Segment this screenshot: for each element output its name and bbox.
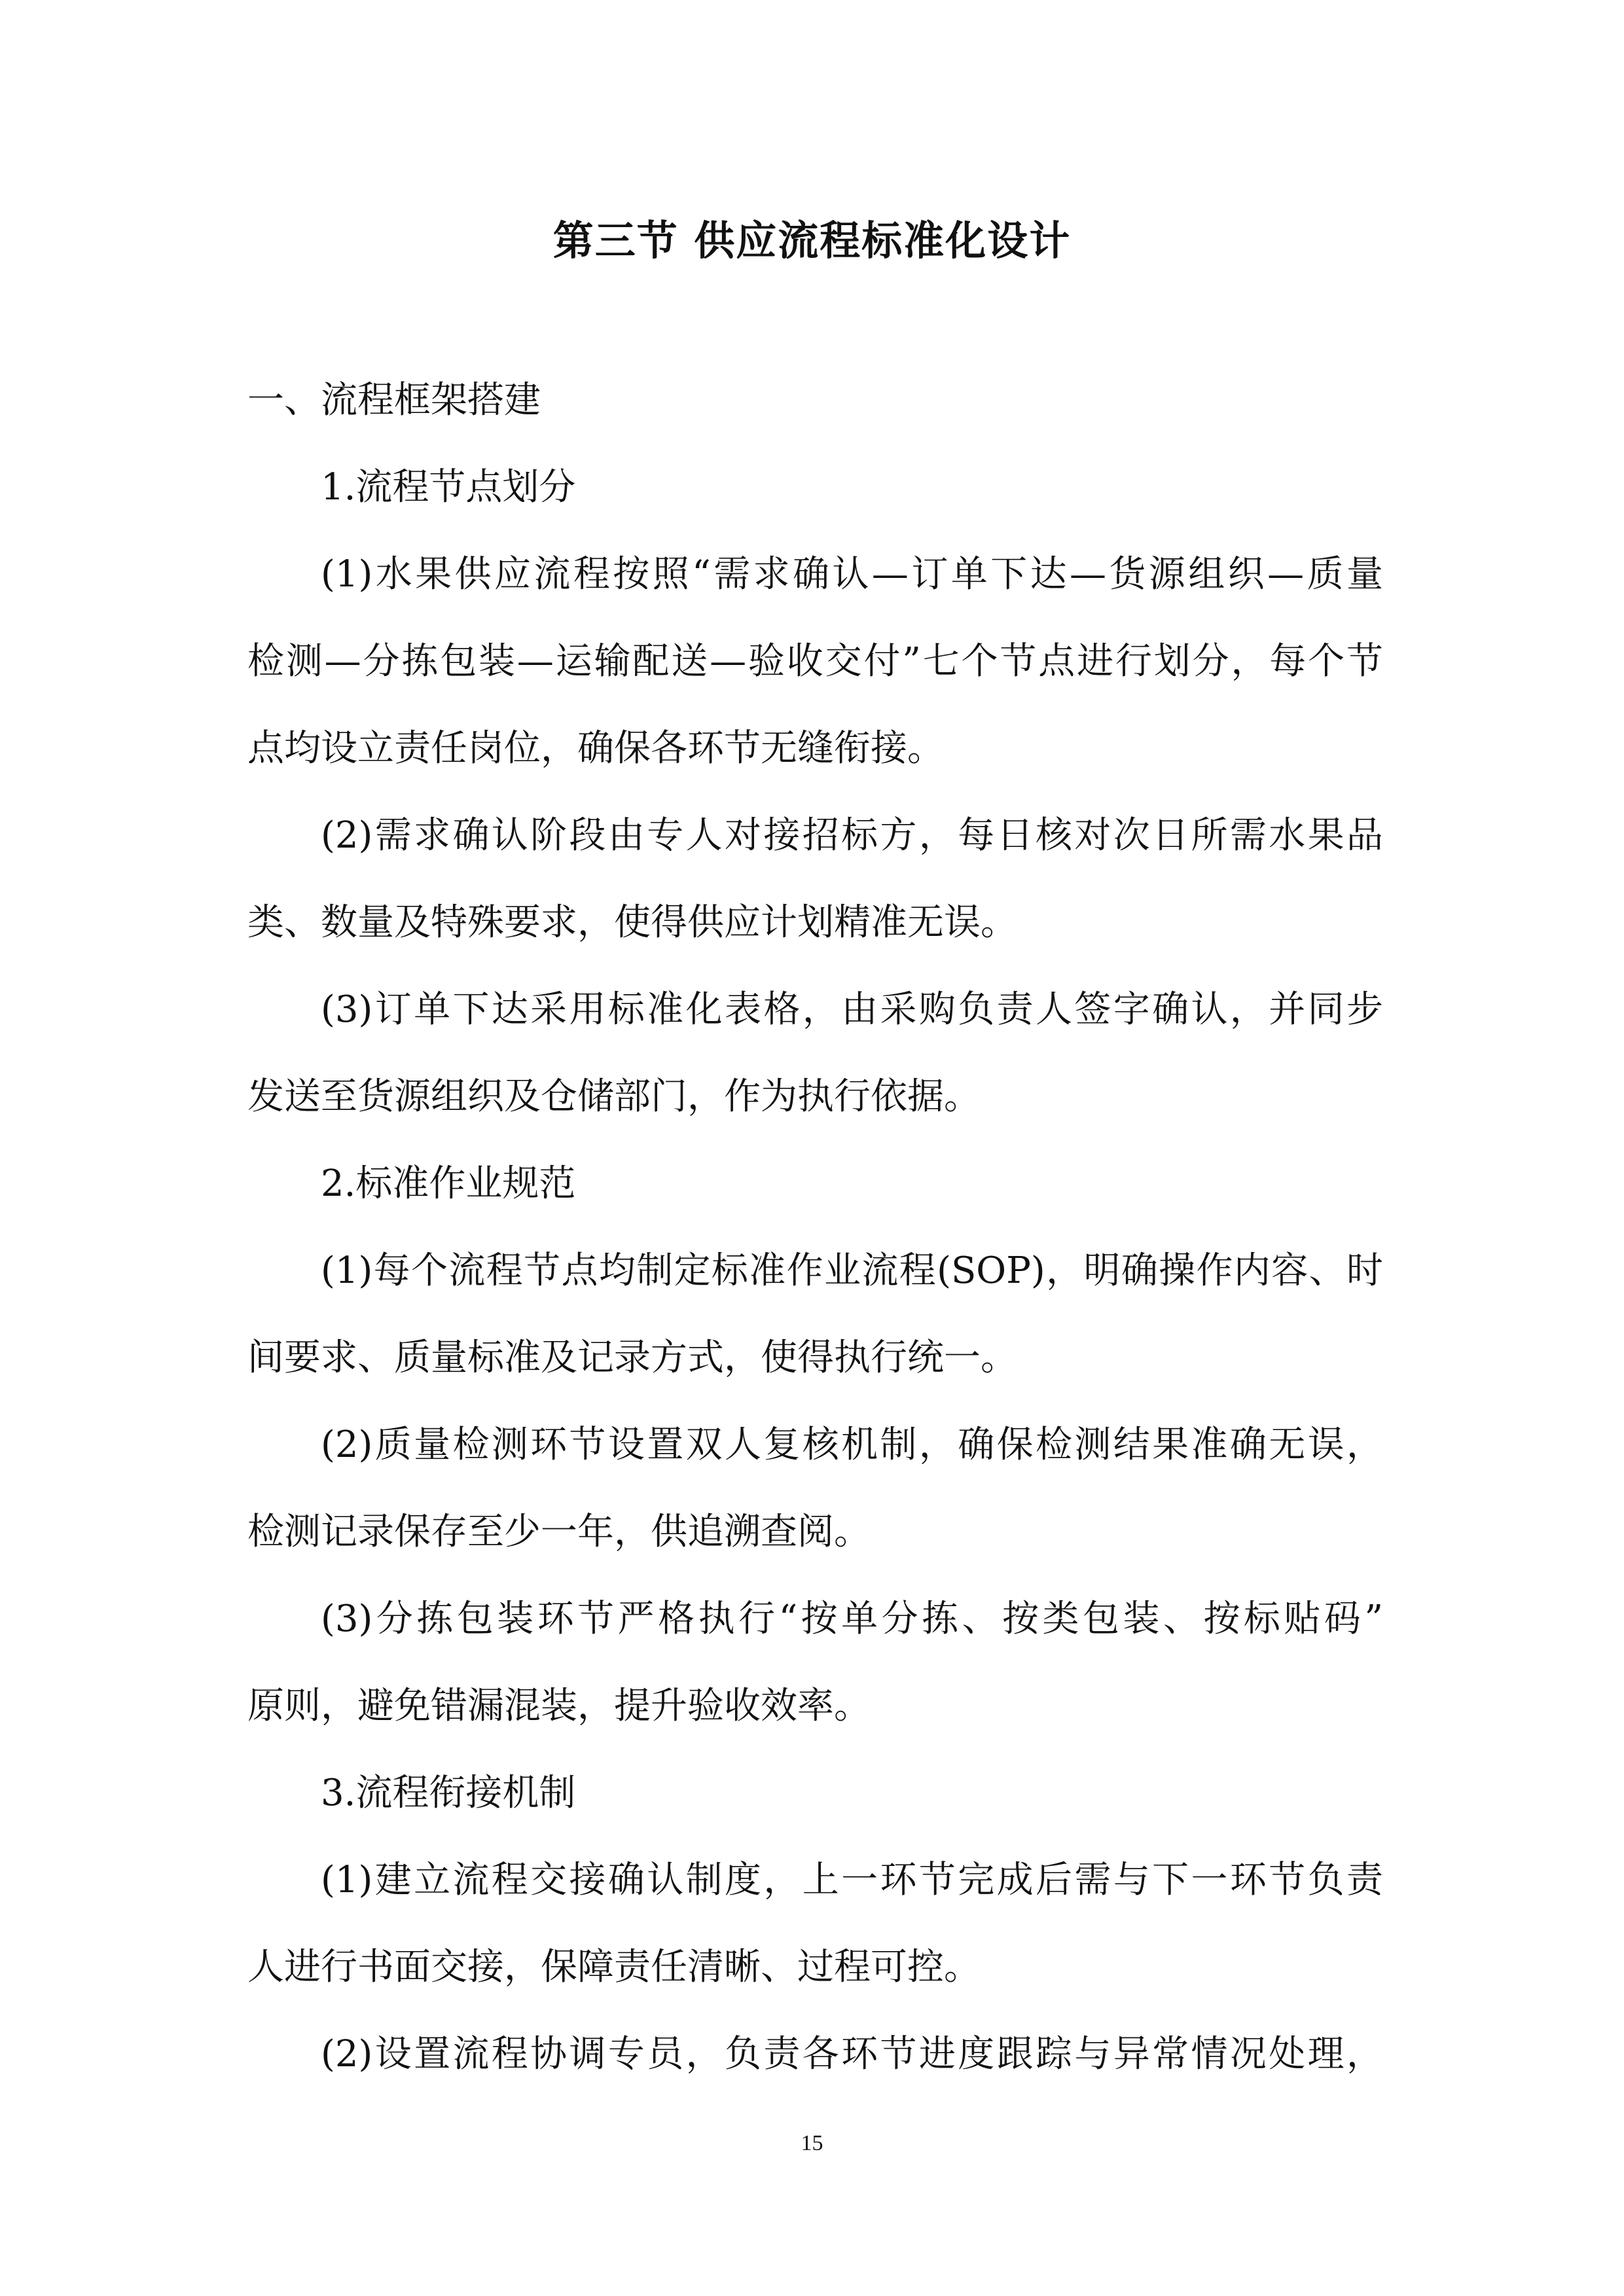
subsection-heading: 1.流程节点划分 bbox=[321, 466, 576, 509]
page-title: 第三节 供应流程标准化设计 bbox=[552, 217, 1072, 264]
section-heading: 一、流程框架搭建 bbox=[247, 379, 541, 422]
paragraph-line: (2)需求确认阶段由专人对接招标方，每日核对次日所需水果品 bbox=[321, 814, 1383, 857]
paragraph-line: 类、数量及特殊要求，使得供应计划精准无误。 bbox=[247, 901, 1017, 944]
paragraph-line: (3)订单下达采用标准化表格，由采购负责人签字确认，并同步 bbox=[321, 988, 1383, 1031]
paragraph-line: 点均设立责任岗位，确保各环节无缝衔接。 bbox=[247, 727, 944, 770]
paragraph-line: (2)质量检测环节设置双人复核机制，确保检测结果准确无误， bbox=[321, 1424, 1383, 1466]
paragraph-line: (3)分拣包装环节严格执行“按单分拣、按类包装、按标贴码” bbox=[321, 1598, 1383, 1640]
page-number: 15 bbox=[801, 2131, 823, 2155]
paragraph-line: (2)设置流程协调专员，负责各环节进度跟踪与异常情况处理， bbox=[321, 2033, 1383, 2075]
paragraph-line: (1)每个流程节点均制定标准作业流程(SOP)，明确操作内容、时 bbox=[321, 1249, 1383, 1292]
subsection-heading: 3.流程衔接机制 bbox=[321, 1772, 576, 1814]
paragraph-line: 检测—分拣包装—运输配送—验收交付”七个节点进行划分，每个节 bbox=[247, 640, 1383, 683]
paragraph-line: (1)建立流程交接确认制度，上一环节完成后需与下一环节负责 bbox=[321, 1859, 1383, 1901]
paragraph-line: 原则，避免错漏混装，提升验收效率。 bbox=[247, 1685, 871, 1727]
paragraph-line: 间要求、质量标准及记录方式，使得执行统一。 bbox=[247, 1336, 1017, 1379]
paragraph-line: 人进行书面交接，保障责任清晰、过程可控。 bbox=[247, 1946, 981, 1988]
paragraph-line: 检测记录保存至少一年，供追溯查阅。 bbox=[247, 1511, 871, 1553]
subsection-heading: 2.标准作业规范 bbox=[321, 1162, 576, 1205]
paragraph-line: (1)水果供应流程按照“需求确认—订单下达—货源组织—质量 bbox=[321, 553, 1383, 596]
document-body bbox=[247, 357, 1383, 2098]
paragraph-line: 发送至货源组织及仓储部门，作为执行依据。 bbox=[247, 1075, 981, 1118]
